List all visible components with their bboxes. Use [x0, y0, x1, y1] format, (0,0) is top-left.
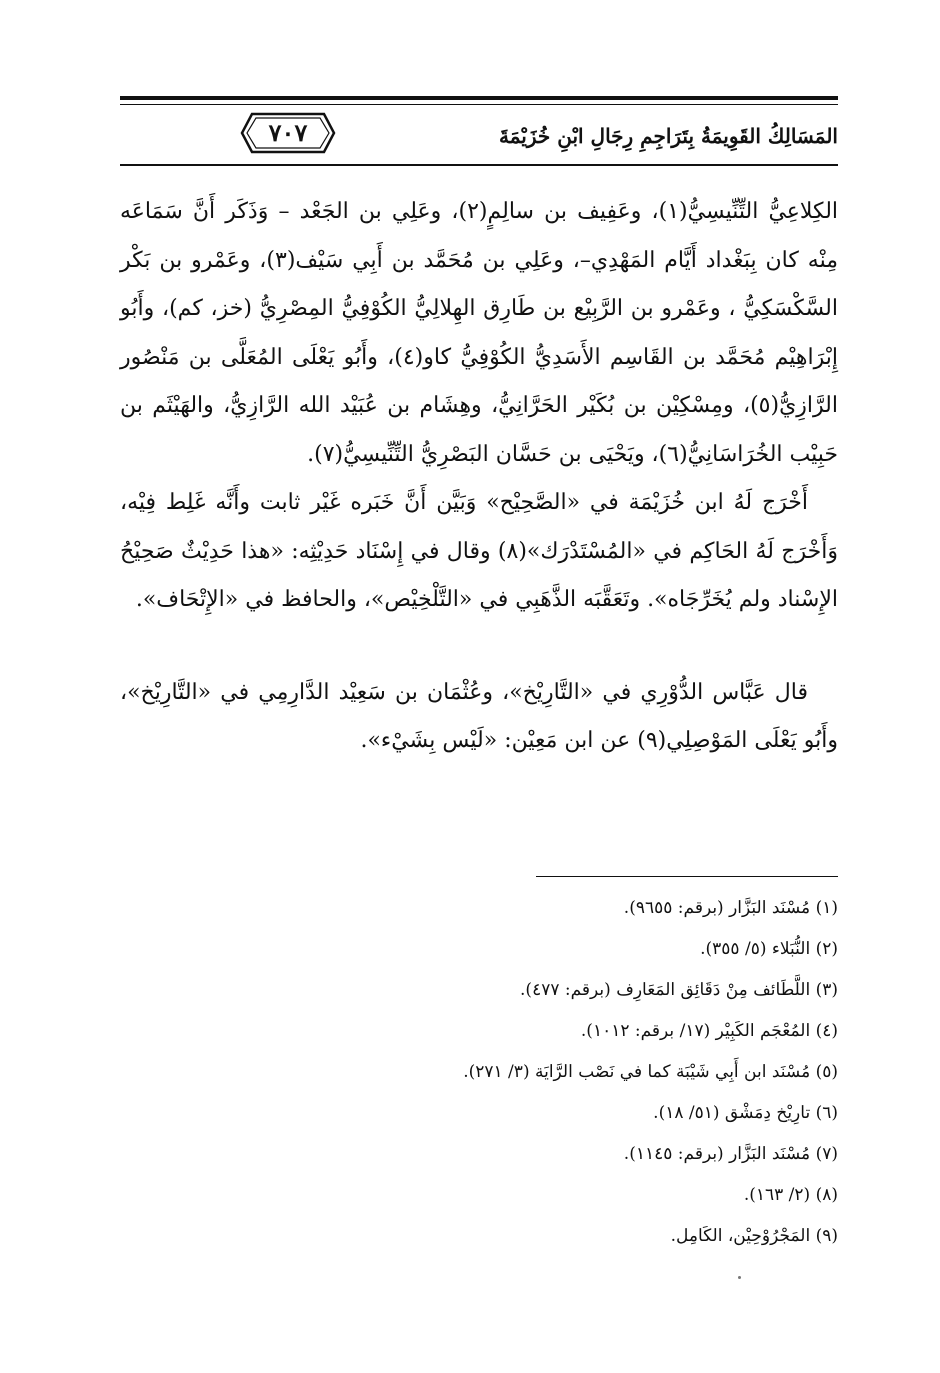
footnote-separator [536, 876, 838, 877]
scan-speck [738, 1276, 741, 1279]
footnote-item: (٦) تارِيْخ دِمَشْق (٥١/ ١٨). [653, 1103, 838, 1123]
header-rule-thin [120, 104, 838, 105]
footnotes [120, 888, 838, 1257]
footnote-item: (٧) مُسْنَد البَزَّار (برقم: ١١٤٥). [623, 1144, 838, 1164]
header-rule-bottom [120, 164, 838, 166]
footnote-item: (٨) (٢/ ١٦٣). [743, 1185, 838, 1205]
footnote-item: (١) مُسْنَد البَزَّار (برقم: ٩٦٥٥). [623, 898, 838, 918]
main-text [120, 188, 838, 766]
footnote-item: (٥) مُسْنَد ابن أَبِي شَيْبَة كما في نَصْب الرَّايَة (٣/ ٢٧١). [463, 1062, 838, 1082]
footnote-item: (٢) النُّبَلاء (٥/ ٣٥٥). [700, 939, 838, 959]
footnote-item: (٤) المُعْجَم الكَبِيْر (١٧/ برقم: ١٠١٢). [580, 1021, 838, 1041]
body-paragraph: أَخْرَج لَهُ ابن خُزَيْمَة في «الصَّحِيْح» وَبَيَّن أَنَّ خَبَره غَيْر ثابت وأَنَّه غَلِط فِيْه، وَأَخْرَج لَهُ الحَاكِم في «المُسْتَدْرَك»(٨) وقال في إِسْنَاد حَدِيْثِه: «هذا حَدِيْثٌ صَحِيْحُ الإِسْناد ولم يُخَرِّجَاه». وتَعَقَّبَه الذَّهَبِي في «التَّلْخِيْص»، والحافظ في «الإِتْحَاف». [120, 490, 838, 612]
body-paragraph: قال عَبَّاس الدُّوْرِي في «التَّارِيْخ»، وعُثْمَان بن سَعِيْد الدَّارِمِي في «التَّارِيْخ»، وأَبُو يَعْلَى المَوْصِلِي(٩) عن ابن مَعِيْن: «لَيْس بِشَيْء». [120, 679, 838, 753]
footnote-item: (٣) اللَّطَائف مِنْ دَقَائِق المَعَارِف (برقم: ٤٧٧). [520, 980, 838, 1000]
running-title: المَسَالِكُ القَوِيمَةُ بِتَرَاجِمِ رِجَالِ ابْنِ خُزَيْمَةَ [499, 124, 838, 148]
page-number-badge [238, 110, 338, 156]
footnote-item: (٩) المَجْرُوْحِيْن، الكَامِل. [670, 1226, 838, 1246]
body-paragraph: الكِلاعِيُّ التِّنِّيسِيُّ(١)، وعَفِيف بن سالِمٍ(٢)، وعَلِي بن الجَعْد – وَذَكَر أَنَّ سَمَاعَه مِنْه كان بِبَغْداد أَيَّام المَهْدِي–، وعَلِي بن مُحَمَّد بن أَبِي سَيْف(٣)، وعَمْرو بن بَكْر السَّكْسَكِيُّ ، وعَمْرو بن الرَّبِيْع بن طَارِق الهِلالِيُّ الكُوْفِيُّ المِصْرِيُّ (خز، كم)، وأَبُو إِبْرَاهِيْم مُحَمَّد بن القَاسِم الأَسَدِيُّ الكُوْفِيُّ كاو(٤)، وأَبُو يَعْلَى المُعَلَّى بن مَنْصُور الرَّازِيُّ(٥)، ومِسْكِيْن بن بُكَيْر الحَرَّانِيُّ، وهِشَام بن عُبَيْد الله الرَّازِيُّ، والهَيْثَم بن حَبِيْب الخُرَاسَانِيُّ(٦)، ويَحْيَى بن حَسَّان البَصْرِيُّ التِّنِّيسِيُّ(٧). [120, 199, 839, 467]
page-number: ٧٠٧ [268, 118, 308, 147]
page-header [120, 96, 838, 176]
header-rule-thick [120, 96, 838, 100]
